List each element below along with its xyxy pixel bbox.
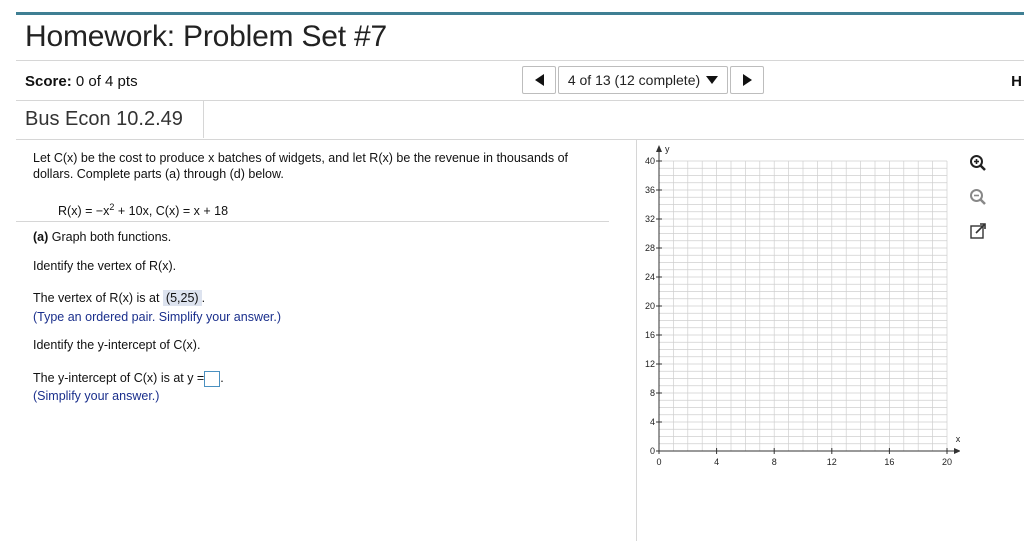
y-tick-label: 24 [644, 272, 655, 282]
y-tick-label: 28 [644, 243, 655, 253]
yint-answer-prefix: The y-intercept of C(x) is at y = [33, 371, 205, 385]
part-a-label: (a) [33, 230, 49, 244]
formula-exponent: 2 [109, 202, 115, 212]
y-tick-label: 20 [644, 301, 655, 311]
y-tick-label: 8 [649, 388, 655, 398]
y-axis-arrow [656, 145, 662, 152]
expand-icon[interactable] [968, 221, 988, 241]
next-question-button[interactable] [730, 66, 764, 94]
vertex-answer-line [33, 290, 205, 306]
score-value: 0 of 4 pts [75, 73, 138, 90]
arrow-left-icon [535, 74, 544, 86]
question-intro: Let C(x) be the cost to produce x batches of widgets, and let R(x) be the revenue in thousands of dollars. Complete parts (a) through (d) below. [33, 151, 569, 181]
y-tick-label: 0 [649, 446, 655, 456]
vertex-answer-prefix: The vertex of R(x) is at [33, 291, 163, 305]
vertex-suffix: . [201, 291, 206, 305]
divider [16, 221, 609, 222]
x-tick-label: 20 [941, 457, 953, 467]
section-title: Bus Econ 10.2.49 [25, 108, 183, 130]
y-tick-label: 12 [644, 359, 655, 369]
page-title: Homework: Problem Set #7 [25, 20, 388, 53]
score-label: Score: [25, 73, 72, 90]
top-accent-bar [16, 12, 1024, 15]
x-tick-label: 8 [771, 457, 777, 467]
y-tick-label: 36 [644, 185, 655, 195]
arrow-right-icon [743, 74, 752, 86]
formula-rest: + 10x, C(x) = x + 18 [114, 204, 229, 219]
yint-prompt: Identify the y-intercept of C(x). [33, 338, 201, 352]
graph-panel[interactable] [620, 145, 960, 475]
vertex-hint: (Type an ordered pair. Simplify your answer.) [33, 310, 282, 324]
y-tick-label: 40 [644, 156, 655, 166]
part-a-text: Graph both functions. [48, 230, 172, 244]
vertex-answer[interactable]: (5,25) [163, 290, 202, 306]
y-tick-label: 32 [644, 214, 655, 224]
question-position: 4 of 13 (12 complete) [567, 72, 701, 88]
yint-hint: (Simplify your answer.) [33, 389, 160, 403]
x-tick-label: 0 [656, 457, 662, 467]
x-axis-label: x [955, 434, 960, 444]
yint-suffix: . [220, 371, 224, 385]
formula-r: R(x) = −x [58, 204, 110, 219]
yint-answer-line [33, 370, 224, 387]
divider [16, 60, 1024, 61]
function-definitions [58, 199, 228, 219]
x-axis-arrow [954, 448, 960, 454]
part-a-heading [33, 229, 171, 245]
previous-question-button[interactable] [522, 66, 556, 94]
chevron-down-icon [706, 76, 718, 84]
y-tick-label: 4 [649, 417, 655, 427]
yint-answer-input[interactable] [204, 371, 220, 387]
x-tick-label: 12 [826, 457, 837, 467]
y-tick-label: 16 [644, 330, 655, 340]
vertex-prompt: Identify the vertex of R(x). [33, 259, 177, 273]
x-tick-label: 16 [884, 457, 895, 467]
zoom-out-icon[interactable] [968, 187, 988, 207]
divider [16, 139, 1024, 140]
zoom-in-icon[interactable] [968, 153, 988, 173]
help-button[interactable]: H [1011, 73, 1022, 90]
score-display [25, 73, 138, 90]
question-selector[interactable] [558, 66, 728, 94]
x-tick-label: 4 [714, 457, 720, 467]
y-axis-label: y [665, 145, 670, 154]
